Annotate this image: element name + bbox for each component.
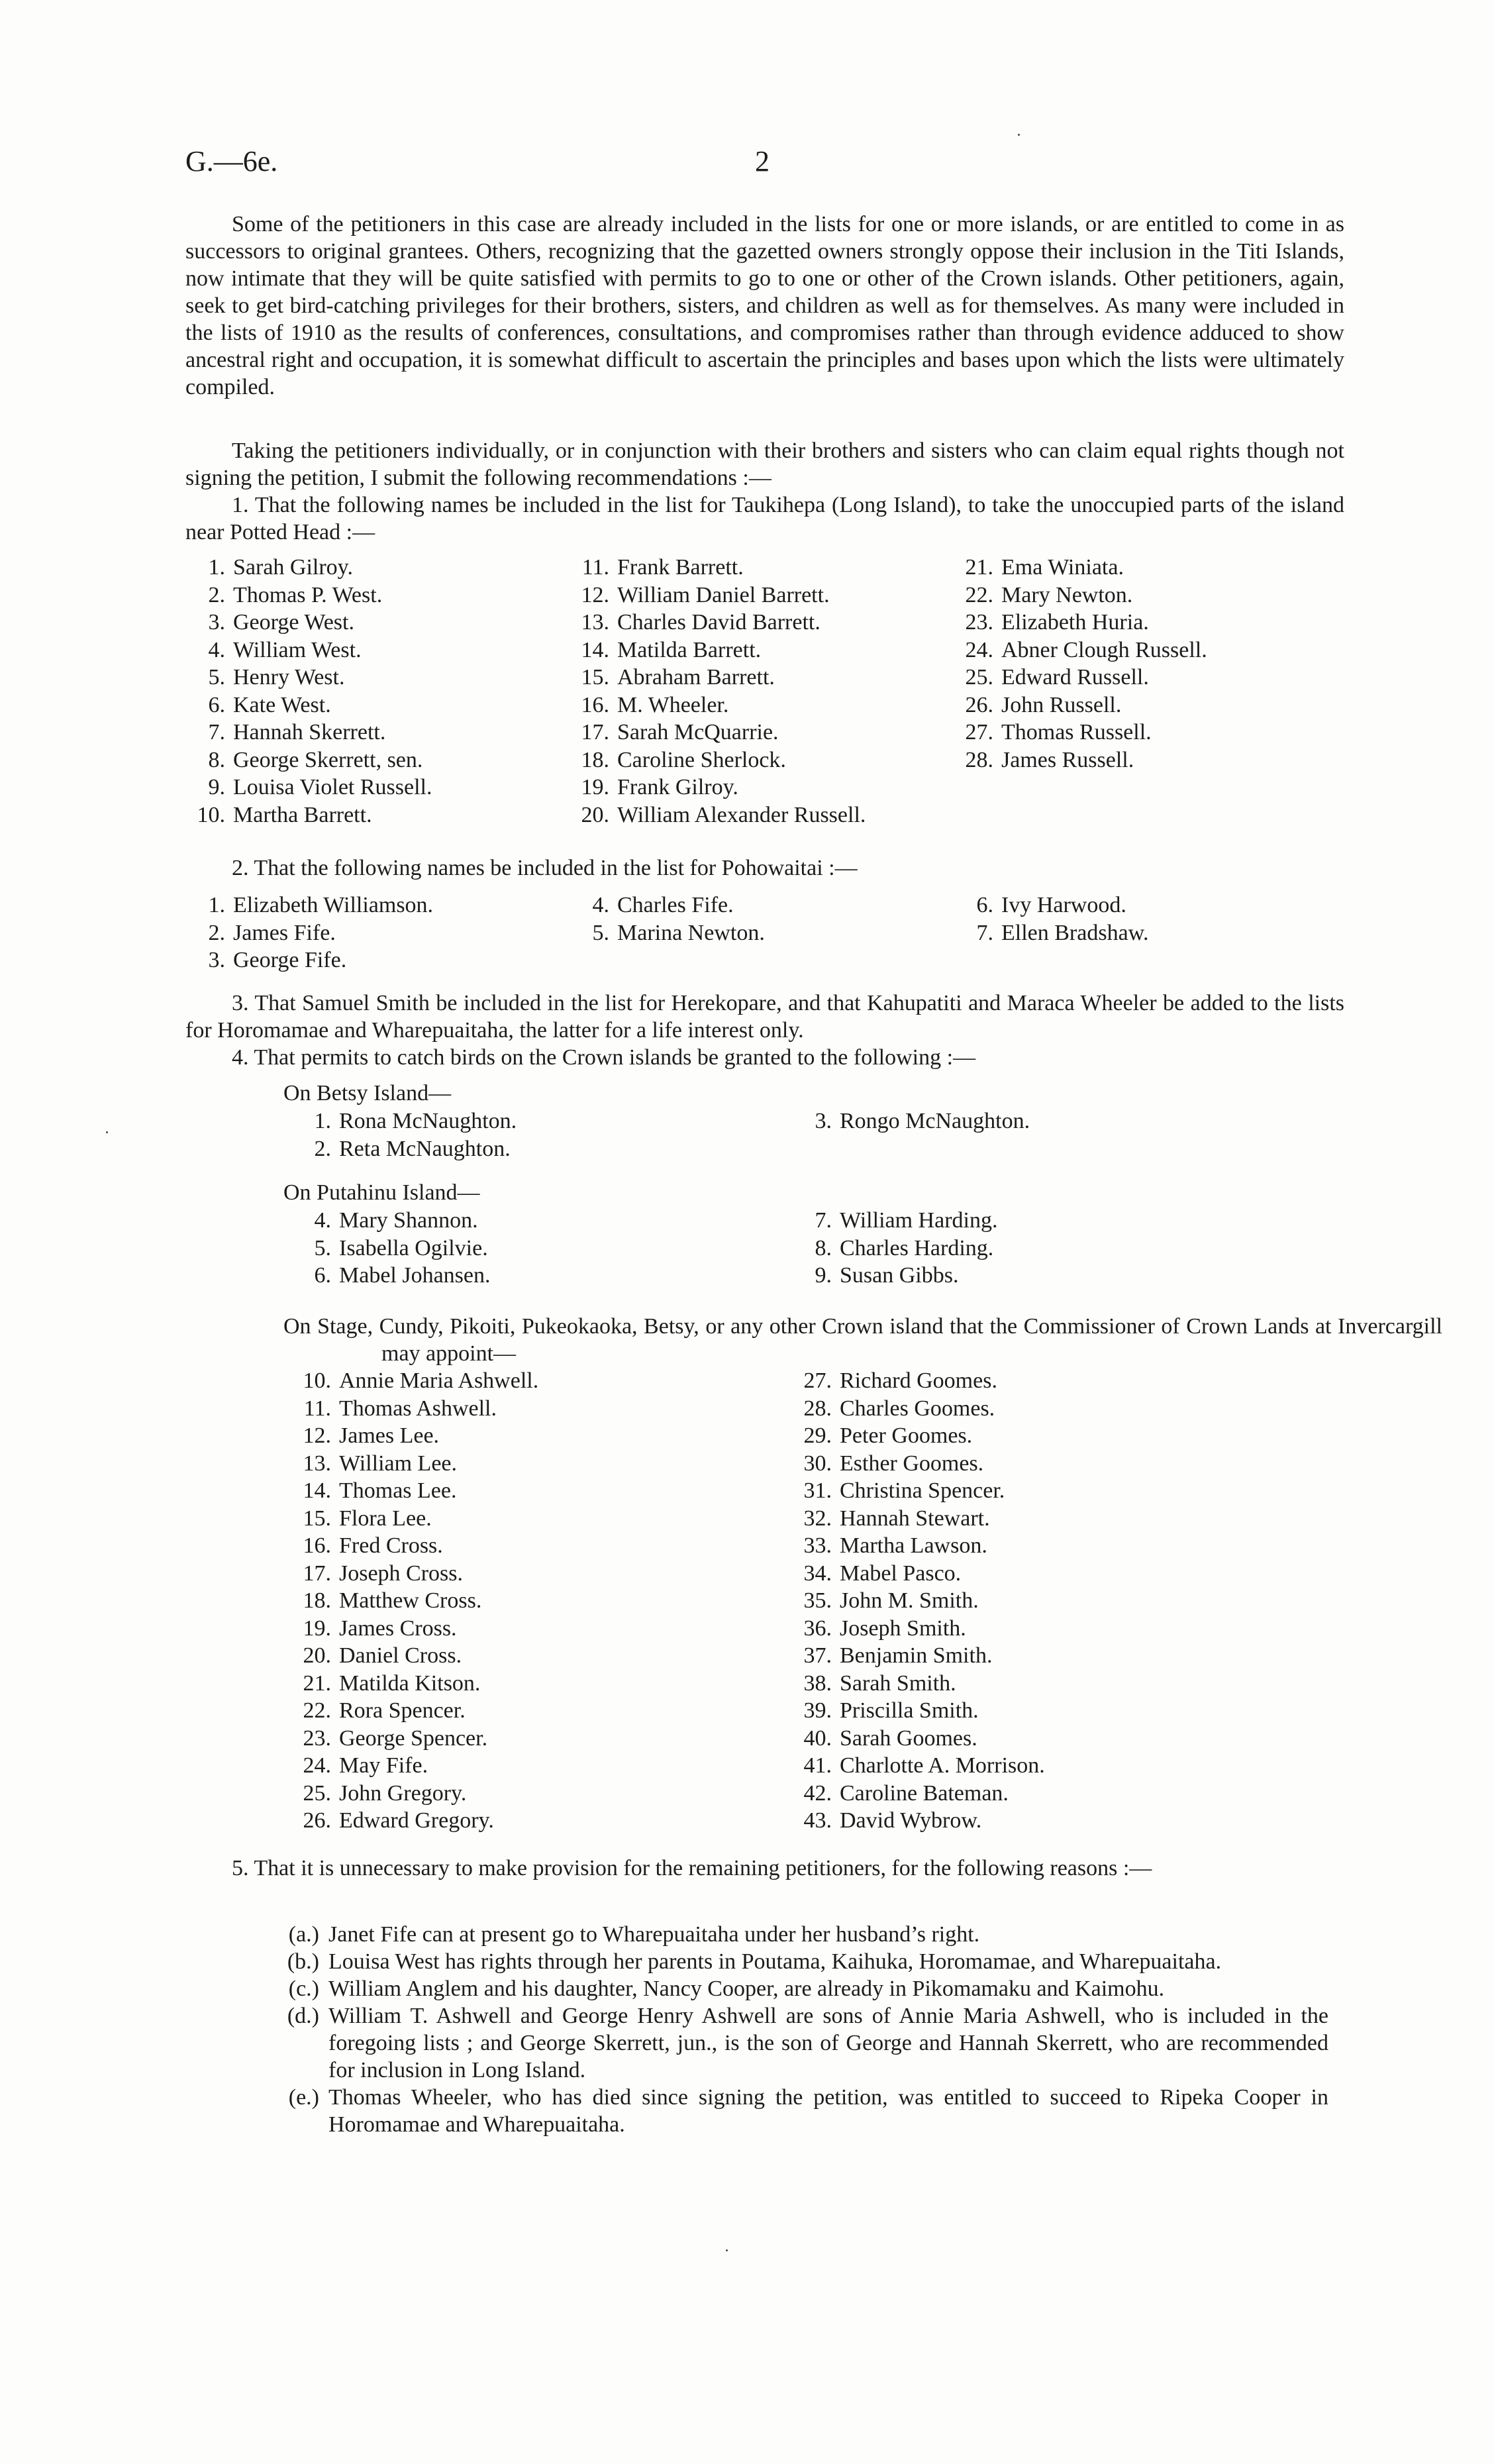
- list-item: 5. Henry West.: [208, 665, 345, 690]
- betsy-column-2: [788, 1107, 1030, 1135]
- reason-item: (b.) Louisa West has rights through her parents in Poutama, Kaihuka, Horomamae, and Wharepuaitaha.: [287, 1949, 1222, 1974]
- list-item: 17. Sarah McQuarrie.: [581, 720, 779, 744]
- list-item: 17. Joseph Cross.: [303, 1561, 464, 1586]
- list-item: 35. John M. Smith.: [803, 1588, 979, 1613]
- list-item: 23. George Spencer.: [303, 1725, 488, 1751]
- list-item: 1. Sarah Gilroy.: [208, 555, 353, 580]
- list-item: 38. Sarah Smith.: [803, 1670, 956, 1696]
- list-item: 11. Thomas Ashwell.: [303, 1396, 497, 1421]
- list-item: 24. May Fife.: [303, 1753, 428, 1778]
- rec2-column-3: [954, 892, 1149, 947]
- list-item: 6. Ivy Harwood.: [976, 893, 1126, 917]
- page-number: 2: [755, 145, 770, 178]
- list-item: 33. Martha Lawson.: [803, 1533, 987, 1558]
- list-item: 14. Matilda Barrett.: [581, 637, 762, 662]
- list-item: 20. Daniel Cross.: [303, 1643, 462, 1668]
- list-item: 43. David Wybrow.: [803, 1808, 982, 1833]
- rec2-column-2: [570, 892, 765, 947]
- list-item: 10. Annie Maria Ashwell.: [303, 1368, 539, 1393]
- list-item: 9. Louisa Violet Russell.: [208, 775, 432, 799]
- list-item: 18. Matthew Cross.: [303, 1588, 482, 1613]
- reasons-list: [273, 1921, 1346, 2138]
- list-item: 24. Abner Clough Russell.: [965, 637, 1207, 662]
- recommendation-2-text: 2. That the following names be included in the list for Pohowaitai :—: [232, 856, 858, 880]
- list-item: 9. Susan Gibbs.: [815, 1263, 959, 1288]
- list-item: 22. Mary Newton.: [965, 582, 1133, 607]
- list-item: 29. Peter Goomes.: [803, 1423, 973, 1448]
- list-item: 3. George Fife.: [208, 948, 347, 972]
- rec2-column-1: [185, 892, 433, 974]
- putahinu-island-heading: On Putahinu Island—: [283, 1180, 480, 1205]
- list-item: 19. James Cross.: [303, 1616, 457, 1641]
- putahinu-column-2: [788, 1207, 997, 1290]
- list-item: 3. Rongo McNaughton.: [815, 1109, 1030, 1133]
- intro-paragraph-1: Some of the petitioners in this case are already included in the lists for one or more islands, or are entitled to come in as successors to original grantees. Others, recognizing that the gazetted owners strongly oppose their inclusion in the Titi Islands, now intimate that they will be quite satisfied with permits to go to one or other of the Crown islands. Other petitioners, again, seek to get bird-catching privileges for their brothers, sisters, and children as well as for themselves. As many were included in the lists of 1910 as the results of conferences, consultations, and compromises rather than through evidence adduced to show ancestral right and occupation, it is somewhat difficult to ascertain the principles and bases upon which the lists were ultimately compiled.: [185, 212, 1344, 399]
- list-item: 19. Frank Gilroy.: [581, 775, 738, 799]
- list-item: 13. Charles David Barrett.: [581, 610, 821, 635]
- list-item: 39. Priscilla Smith.: [803, 1698, 979, 1723]
- recommendation-3-text: 3. That Samuel Smith be included in the list for Herekopare, and that Kahupatiti and Maraca Wheeler be added to the lists for Horomamae and Wharepuaitaha, the latter for a life interest only.: [185, 991, 1344, 1043]
- list-item: 26. Edward Gregory.: [303, 1808, 494, 1833]
- reason-item: (c.) William Anglem and his daughter, Nancy Cooper, are already in Pikomamaku and Kaimohu.: [288, 1976, 1165, 2001]
- list-item: 4. William West.: [208, 637, 362, 662]
- rec1-column-2: [570, 554, 866, 829]
- list-item: 27. Richard Goomes.: [803, 1368, 997, 1393]
- list-item: 7. Ellen Bradshaw.: [976, 920, 1149, 945]
- stage-column-2: [788, 1367, 1045, 1835]
- list-item: 34. Mabel Pasco.: [803, 1561, 962, 1586]
- list-item: 31. Christina Spencer.: [803, 1478, 1005, 1503]
- rec1-column-1: [185, 554, 432, 829]
- list-item: 23. Elizabeth Huria.: [965, 610, 1149, 635]
- list-item: 16. M. Wheeler.: [581, 692, 729, 717]
- list-item: 36. Joseph Smith.: [803, 1616, 966, 1641]
- list-item: 3. George West.: [208, 610, 354, 635]
- list-item: 25. Edward Russell.: [965, 665, 1149, 690]
- list-item: 7. William Harding.: [815, 1208, 998, 1233]
- reason-item: (a.) Janet Fife can at present go to Wharepuaitaha under her husband’s right.: [288, 1922, 980, 1947]
- list-item: 40. Sarah Goomes.: [803, 1725, 977, 1751]
- stage-column-1: [287, 1367, 538, 1835]
- document-reference: G.—6e.: [185, 145, 278, 178]
- scan-speck: [1018, 134, 1020, 136]
- list-item: 32. Hannah Stewart.: [803, 1506, 990, 1531]
- list-item: 4. Charles Fife.: [592, 893, 734, 917]
- list-item: 41. Charlotte A. Morrison.: [803, 1753, 1045, 1778]
- list-item: 4. Mary Shannon.: [314, 1208, 478, 1233]
- reason-item: (e.) Thomas Wheeler, who has died since signing the petition, was entitled to succeed to Ripeka Cooper in Horomamae and Wharepuaitaha.: [288, 2085, 1328, 2137]
- list-item: 6. Kate West.: [208, 692, 331, 717]
- recommendation-4-text: 4. That permits to catch birds on the Crown islands be granted to the following :—: [232, 1045, 976, 1070]
- list-item: 8. Charles Harding.: [815, 1235, 994, 1260]
- list-item: 5. Isabella Ogilvie.: [314, 1235, 488, 1260]
- rec1-column-3: [954, 554, 1207, 774]
- scan-speck: [726, 2249, 728, 2251]
- list-item: 11. Frank Barrett.: [581, 555, 744, 580]
- list-item: 30. Esther Goomes.: [803, 1451, 984, 1476]
- list-item: 2. Reta McNaughton.: [314, 1136, 511, 1161]
- list-item: 12. William Daniel Barrett.: [581, 582, 830, 607]
- list-item: 27. Thomas Russell.: [965, 720, 1152, 744]
- list-item: 15. Flora Lee.: [303, 1506, 432, 1531]
- list-item: 5. Marina Newton.: [592, 920, 765, 945]
- list-item: 8. George Skerrett, sen.: [208, 747, 423, 772]
- list-item: 25. John Gregory.: [303, 1780, 467, 1806]
- list-item: 28. Charles Goomes.: [803, 1396, 995, 1421]
- list-item: 1. Elizabeth Williamson.: [208, 893, 434, 917]
- list-item: 28. James Russell.: [965, 747, 1134, 772]
- list-item: 42. Caroline Bateman.: [803, 1780, 1009, 1806]
- putahinu-column-1: [287, 1207, 491, 1290]
- list-item: 37. Benjamin Smith.: [803, 1643, 993, 1668]
- list-item: 1. Rona McNaughton.: [314, 1109, 517, 1133]
- list-item: 16. Fred Cross.: [303, 1533, 443, 1558]
- recommendation-5-text: 5. That it is unnecessary to make provision for the remaining petitioners, for the following reasons :—: [232, 1856, 1152, 1880]
- list-item: 7. Hannah Skerrett.: [208, 720, 386, 744]
- list-item: 15. Abraham Barrett.: [581, 665, 775, 690]
- list-item: 14. Thomas Lee.: [303, 1478, 457, 1503]
- intro-paragraph-2: Taking the petitioners individually, or in conjunction with their brothers and sisters who can claim equal rights though not signing the petition, I submit the following recommendations :—: [185, 438, 1344, 490]
- betsy-column-1: [287, 1107, 517, 1162]
- list-item: 20. William Alexander Russell.: [581, 802, 866, 827]
- scan-speck: [106, 1131, 108, 1133]
- list-item: 12. James Lee.: [303, 1423, 440, 1448]
- betsy-island-heading: On Betsy Island—: [283, 1081, 452, 1105]
- list-item: 6. Mabel Johansen.: [314, 1263, 491, 1288]
- list-item: 22. Rora Spencer.: [303, 1698, 466, 1723]
- list-item: 21. Matilda Kitson.: [303, 1670, 481, 1696]
- reason-item: (d.) William T. Ashwell and George Henry Ashwell are sons of Annie Maria Ashwell, who is included in the foregoing lists ; and George Skerrett, jun., is the son of George and Hannah Skerrett, who are recommended for inclusion in Long Island.: [287, 2004, 1328, 2082]
- recommendation-1-text: 1. That the following names be included in the list for Taukihepa (Long Island), to take the unoccupied parts of the island near Potted Head :—: [185, 493, 1344, 544]
- list-item: 2. Thomas P. West.: [208, 582, 383, 607]
- list-item: 21. Ema Winiata.: [965, 555, 1124, 580]
- list-item: 10. Martha Barrett.: [197, 802, 372, 827]
- list-item: 13. William Lee.: [303, 1451, 458, 1476]
- list-item: 26. John Russell.: [965, 692, 1122, 717]
- list-item: 2. James Fife.: [208, 920, 336, 945]
- stage-islands-heading: On Stage, Cundy, Pikoiti, Pukeokaoka, Betsy, or any other Crown island that the Commissioner of Crown Lands at Invercargill may appoint—: [283, 1314, 1442, 1366]
- list-item: 18. Caroline Sherlock.: [581, 747, 786, 772]
